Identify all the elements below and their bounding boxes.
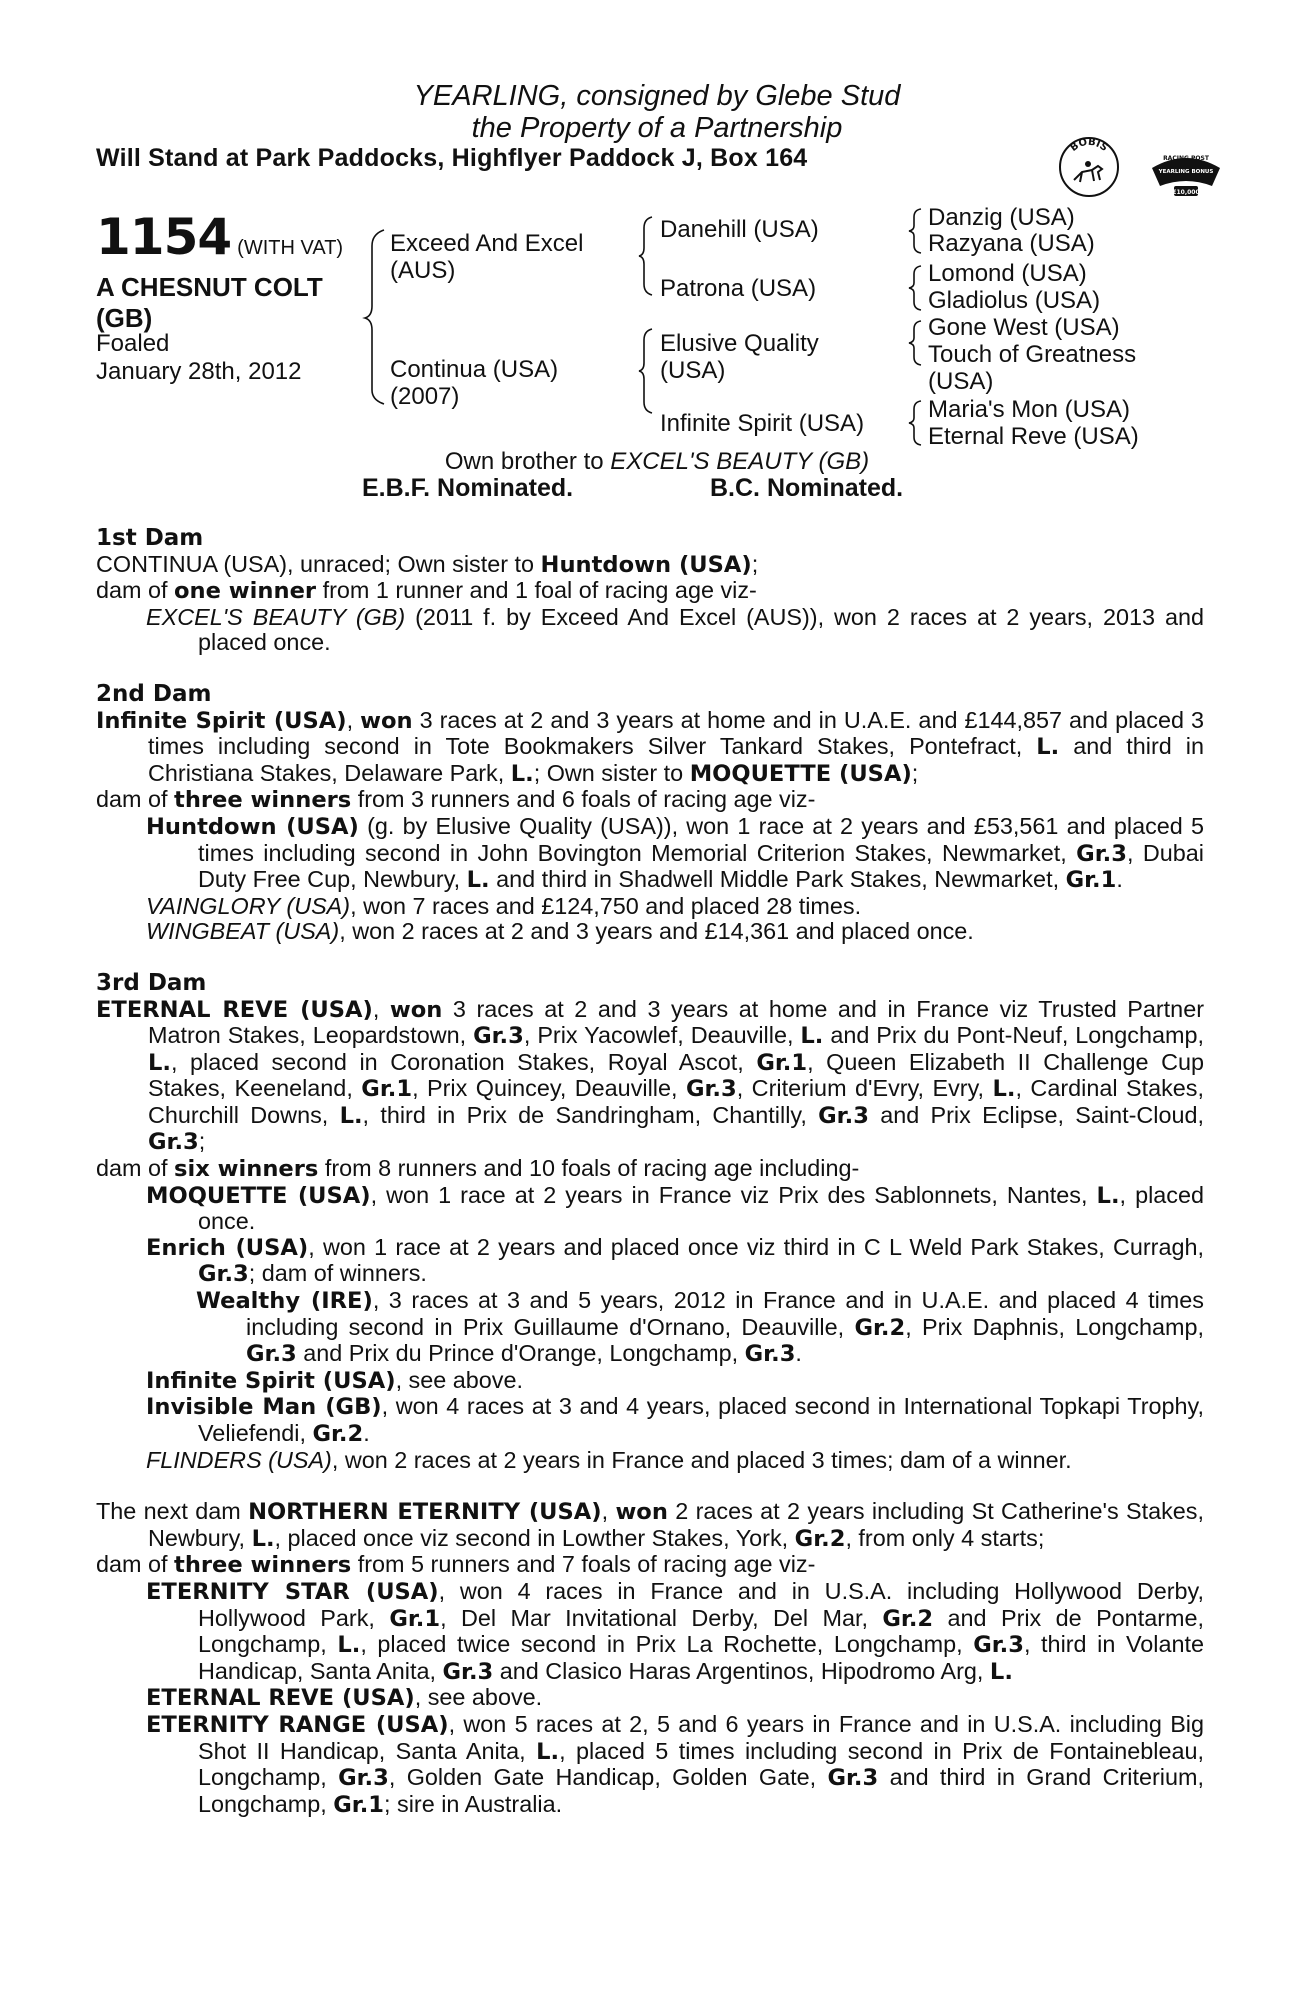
third-dam-p7: Invisible Man (GB), won 4 races at 3 and 4 years, placed second in International Topkapi Trophy, Veliefendi, Gr.2.: [146, 1393, 1204, 1447]
foaled-date: January 28th, 2012: [96, 358, 302, 385]
second-dam-p2: dam of three winners from 3 runners and 6 foals of racing age viz-: [96, 786, 816, 814]
first-dam-heading: 1st Dam: [96, 525, 204, 551]
pedigree-sire: [390, 230, 583, 284]
next-dam-p5: ETERNITY RANGE (USA), won 5 races at 2, 5 and 6 years in France and in U.S.A. including Big Shot II Handicap, Santa Anita, L., placed 5 times including second in Prix de Fontainebleau, Longchamp, Gr.3, Golden Gate Handicap, Golden Gate, Gr.3 and third in Grand Criterium, Longchamp, Gr.1; sire in Australia.: [146, 1710, 1205, 1818]
third-dam-p8: FLINDERS (USA), won 2 races at 2 years in France and placed 3 times; dam of a winner.: [146, 1446, 1072, 1473]
pedigree-dam-sire-line2: (USA): [660, 357, 726, 384]
next-dam-p3: ETERNITY STAR (USA), won 4 races in France and in U.S.A. including Hollywood Derby, Hollywood Park, Gr.1, Del Mar Invitational Derby, Del Mar, Gr.2 and Prix de Pontarme, Longchamp, L., placed twice second in Prix La Rochette, Longchamp, Gr.3, third in Volante Handicap, Santa Anita, Gr.3 and Clasico Haras Argentinos, Hipodromo Arg, L.: [146, 1577, 1204, 1685]
pedigree-brace-sire: [636, 214, 656, 298]
pedigree-brace-sd: [906, 263, 924, 313]
pedigree-dam: [390, 356, 558, 410]
pedigree-sdd: Gladiolus (USA): [928, 287, 1101, 314]
first-dam-section: [96, 526, 1204, 656]
pedigree-dds: Maria's Mon (USA): [928, 396, 1130, 423]
first-dam-p1: CONTINUA (USA), unraced; Own sister to Huntdown (USA);: [96, 550, 759, 578]
pedigree-sire-line1: Exceed And Excel: [390, 230, 584, 257]
bobis-badge-icon: [1058, 136, 1120, 198]
pedigree-brace-dam: [636, 326, 656, 416]
second-dam-p5: WINGBEAT (USA), won 2 races at 2 and 3 years and £14,361 and placed once.: [146, 918, 974, 945]
second-dam-p3: Huntdown (USA) (g. by Elusive Quality (USA)), won 1 race at 2 years and £53,561 and placed 5 times including second in John Bovington Memorial Criterion Stakes, Newmarket, Gr.3, Dubai Duty Free Cup, Newbury, L. and third in Shadwell Middle Park Stakes, Newmarket, Gr.1.: [146, 812, 1204, 894]
racing-post-bonus-badge-icon: [1148, 146, 1224, 202]
second-dam-heading: 2nd Dam: [96, 680, 212, 707]
own-brother-line: [0, 448, 1314, 476]
foaled-info: [96, 330, 302, 386]
third-dam-p3: MOQUETTE (USA), won 1 race at 2 years in France viz Prix des Sablonnets, Nantes, L., placed once.: [146, 1181, 1204, 1235]
next-dam-p2: dam of three winners from 5 runners and 7 foals of racing age viz-: [96, 1551, 816, 1579]
pedigree-dsd: [928, 341, 1136, 395]
lot-number: 1154: [96, 208, 232, 266]
own-brother-name: EXCEL'S BEAUTY (GB): [610, 448, 870, 475]
next-dam-p1: The next dam NORTHERN ETERNITY (USA), won 2 races at 2 years including St Catherine's Stakes, Newbury, L., placed once viz second in Lowther Stakes, York, Gr.2, from only 4 starts;: [96, 1498, 1204, 1552]
racing-post-text: RACING POST: [1163, 155, 1209, 162]
pedigree-ssd: Razyana (USA): [928, 230, 1095, 257]
lot-vat: (WITH VAT): [237, 237, 344, 259]
third-dam-p5: Wealthy (IRE), 3 races at 3 and 5 years, 2012 in France and in U.A.E. and placed 4 times including second in Prix Guillaume d'Ornano, Deauville, Gr.2, Prix Daphnis, Longchamp, Gr.3 and Prix du Prince d'Orange, Longchamp, Gr.3.: [196, 1287, 1204, 1368]
third-dam-p2: dam of six winners from 8 runners and 10 foals of racing age including-: [96, 1155, 860, 1183]
first-dam-p2: dam of one winner from 1 runner and 1 foal of racing age viz-: [96, 577, 757, 605]
pedigree-dsd-line1: Touch of Greatness: [928, 341, 1137, 368]
pedigree-dam-sire: [660, 330, 819, 384]
third-dam-p1: ETERNAL REVE (USA), won 3 races at 2 and 3 years at home and in France viz Trusted Partner Matron Stakes, Leopardstown, Gr.3, Prix Yacowlef, Deauville, L. and Prix du Pont-Neuf, Longchamp, L., placed second in Coronation Stakes, Royal Ascot, Gr.1, Queen Elizabeth II Challenge Cup Stakes, Keeneland, Gr.1, Prix Quincey, Deauville, Gr.3, Criterium d'Evry, Evry, L., Cardinal Stakes, Churchill Downs, L., third in Prix de Sandringham, Chantilly, Gr.3 and Prix Eclipse, Saint-Cloud, Gr.3;: [96, 995, 1204, 1156]
pedigree-dam-line2: (2007): [390, 383, 460, 410]
pedigree-dsd-line2: (USA): [928, 368, 994, 395]
own-brother-prefix: Own brother to: [444, 448, 611, 475]
first-dam-p3: EXCEL'S BEAUTY (GB) (2011 f. by Exceed And Excel (AUS)), won 2 races at 2 years, 2013 and placed once.: [146, 603, 1204, 656]
pedigree-sire-line2: (AUS): [390, 257, 456, 284]
lot-description-line2: (GB): [96, 303, 153, 333]
yearling-bonus-text: YEARLING BONUS: [1158, 169, 1214, 175]
pedigree-sire-dam: Patrona (USA): [660, 275, 817, 302]
bc-nominated: B.C. Nominated.: [710, 474, 904, 502]
bonus-amount-text: £10,000: [1172, 189, 1200, 196]
third-dam-p6: Infinite Spirit (USA), see above.: [146, 1366, 524, 1394]
pedigree-dam-line1: Continua (USA): [390, 356, 559, 383]
pedigree-brace-dd: [906, 398, 924, 448]
second-dam-p1: Infinite Spirit (USA), won 3 races at 2 and 3 years at home and in U.A.E. and £144,857 and placed 3 times including second in Tote Bookmakers Silver Tankard Stakes, Pontefract, L. and third in Christiana Stakes, Delaware Park, L.; Own sister to MOQUETTE (USA);: [96, 706, 1205, 787]
next-dam-section: [96, 1499, 1204, 1818]
header-consignor: YEARLING, consigned by Glebe Stud: [413, 80, 901, 112]
lot-description-line1: A CHESNUT COLT: [96, 272, 323, 302]
third-dam-p4: Enrich (USA), won 1 race at 2 years and placed once viz third in C L Weld Park Stakes, Curragh, Gr.3; dam of winners.: [146, 1233, 1204, 1288]
header-property: the Property of a Partnership: [471, 112, 843, 144]
pedigree-dss: Gone West (USA): [928, 314, 1120, 341]
pedigree-dam-sire-line1: Elusive Quality: [660, 330, 819, 357]
pedigree-sire-sire: Danehill (USA): [660, 216, 819, 243]
pedigree-brace-ds: [906, 318, 924, 368]
pedigree-brace-gen1: [362, 226, 388, 406]
pedigree-sss: Danzig (USA): [928, 204, 1075, 231]
bobis-badge-text: BOBIS: [1068, 136, 1110, 154]
header-stand-location: Will Stand at Park Paddocks, Highflyer Paddock J, Box 164: [96, 144, 808, 172]
third-dam-section: [96, 971, 1204, 1473]
pedigree-ddd: Eternal Reve (USA): [928, 423, 1139, 450]
second-dam-p4: VAINGLORY (USA), won 7 races and £124,750 and placed 28 times.: [146, 892, 862, 919]
pedigree-sds: Lomond (USA): [928, 260, 1087, 287]
next-dam-p4: ETERNAL REVE (USA), see above.: [146, 1684, 543, 1712]
second-dam-section: [96, 682, 1204, 945]
ebf-nominated: E.B.F. Nominated.: [362, 474, 574, 502]
lot-description: [96, 272, 356, 334]
lot-heading: [96, 208, 343, 266]
foaled-label: Foaled: [96, 330, 170, 357]
produce-record: [96, 526, 1204, 1818]
pedigree-brace-ss: [906, 206, 924, 256]
pedigree-dam-dam: Infinite Spirit (USA): [660, 410, 865, 437]
third-dam-heading: 3rd Dam: [96, 969, 207, 996]
